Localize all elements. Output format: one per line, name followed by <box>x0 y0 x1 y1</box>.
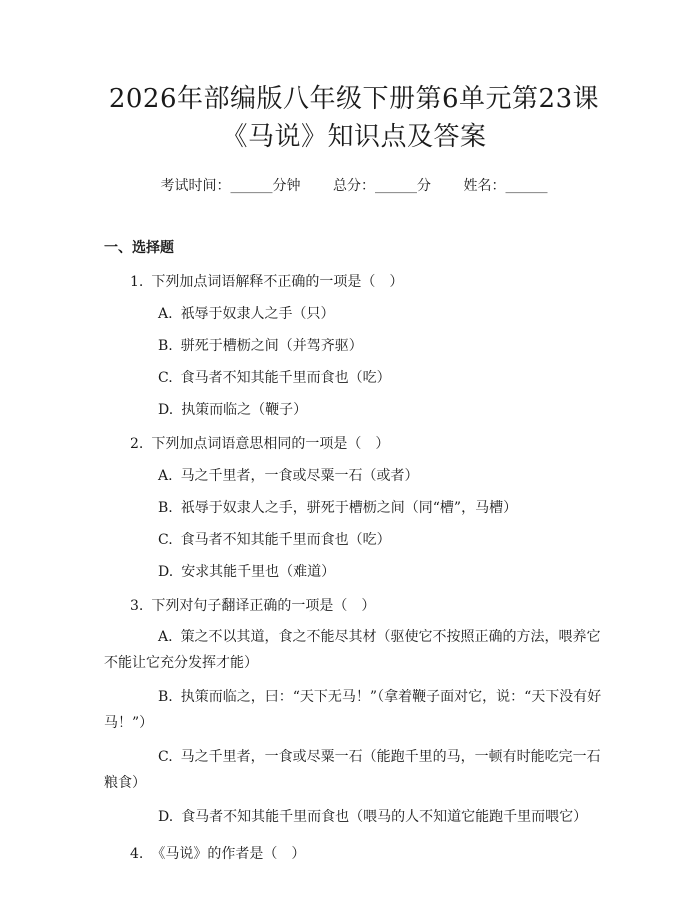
option-3-a <box>104 624 604 676</box>
question-number: 2. <box>130 436 144 452</box>
question-text: 下列对句子翻译正确的一项是（ ） <box>151 598 376 614</box>
question-number: 3. <box>130 598 144 614</box>
total-score-field: 总分：______分 <box>333 178 431 194</box>
name-field: 姓名：______ <box>463 178 548 194</box>
option-label: C. <box>158 749 173 765</box>
option-text: 马之千里者，一食或尽粟一石（能跑千里的马，一顿有时能吃完一石粮食） <box>104 749 601 791</box>
option-label: D. <box>158 402 174 418</box>
question-text: 《马说》的作者是（ ） <box>151 846 306 862</box>
question-text: 下列加点词语意思相同的一项是（ ） <box>151 436 390 452</box>
question-number: 4. <box>130 846 144 862</box>
option-text: 执策而临之，曰：“天下无马！”（拿着鞭子面对它，说：“天下没有好马！”） <box>104 689 602 731</box>
option-label: A. <box>158 468 173 484</box>
option-label: A. <box>158 306 173 322</box>
option-3-c <box>104 744 604 796</box>
option-1-c <box>104 368 604 388</box>
option-label: D. <box>158 564 174 580</box>
question-number: 1. <box>130 274 144 290</box>
title-line-2: 《马说》知识点及答案 <box>221 122 487 152</box>
option-label: B. <box>158 689 173 705</box>
option-text: 策之不以其道，食之不能尽其材（驱使它不按照正确的方法，喂养它不能让它充分发挥才能） <box>104 629 601 671</box>
option-label: A. <box>158 629 173 645</box>
option-text: 马之千里者，一食或尽粟一石（或者） <box>180 468 419 484</box>
option-text: 食马者不知其能千里而食也（吃） <box>180 370 391 386</box>
question-text: 下列加点词语解释不正确的一项是（ ） <box>151 274 404 290</box>
option-3-b <box>104 684 604 736</box>
option-text: 骈死于槽枥之间（并驾齐驱） <box>180 338 363 354</box>
question-4 <box>104 844 604 864</box>
option-2-b <box>104 498 604 518</box>
option-2-c <box>104 530 604 550</box>
option-text: 安求其能千里也（难道） <box>181 564 336 580</box>
option-text: 执策而临之（鞭子） <box>181 402 308 418</box>
question-1 <box>104 272 604 292</box>
question-2 <box>104 434 604 454</box>
option-2-a <box>104 466 604 486</box>
title-line-1: 2026年部编版八年级下册第6单元第23课 <box>108 84 600 114</box>
option-label: D. <box>158 809 174 825</box>
section-title-choice: 一、选择题 <box>104 240 174 256</box>
option-3-d <box>104 804 604 830</box>
option-1-b <box>104 336 604 356</box>
option-label: C. <box>158 532 173 548</box>
exam-time-field: 考试时间：______分钟 <box>160 178 301 194</box>
option-1-d <box>104 400 604 420</box>
option-label: B. <box>158 500 173 516</box>
option-text: 祇辱于奴隶人之手（只） <box>180 306 335 322</box>
option-label: C. <box>158 370 173 386</box>
question-3 <box>104 596 604 616</box>
option-text: 食马者不知其能千里而食也（吃） <box>180 532 391 548</box>
option-1-a <box>104 304 604 324</box>
option-label: B. <box>158 338 173 354</box>
exam-info <box>104 176 604 196</box>
option-2-d <box>104 562 604 582</box>
page-title <box>104 0 604 156</box>
option-text: 祇辱于奴隶人之手，骈死于槽枥之间（同“槽”，马槽） <box>180 500 518 516</box>
option-text: 食马者不知其能千里而食也（喂马的人不知道它能跑千里而喂它） <box>181 809 588 825</box>
